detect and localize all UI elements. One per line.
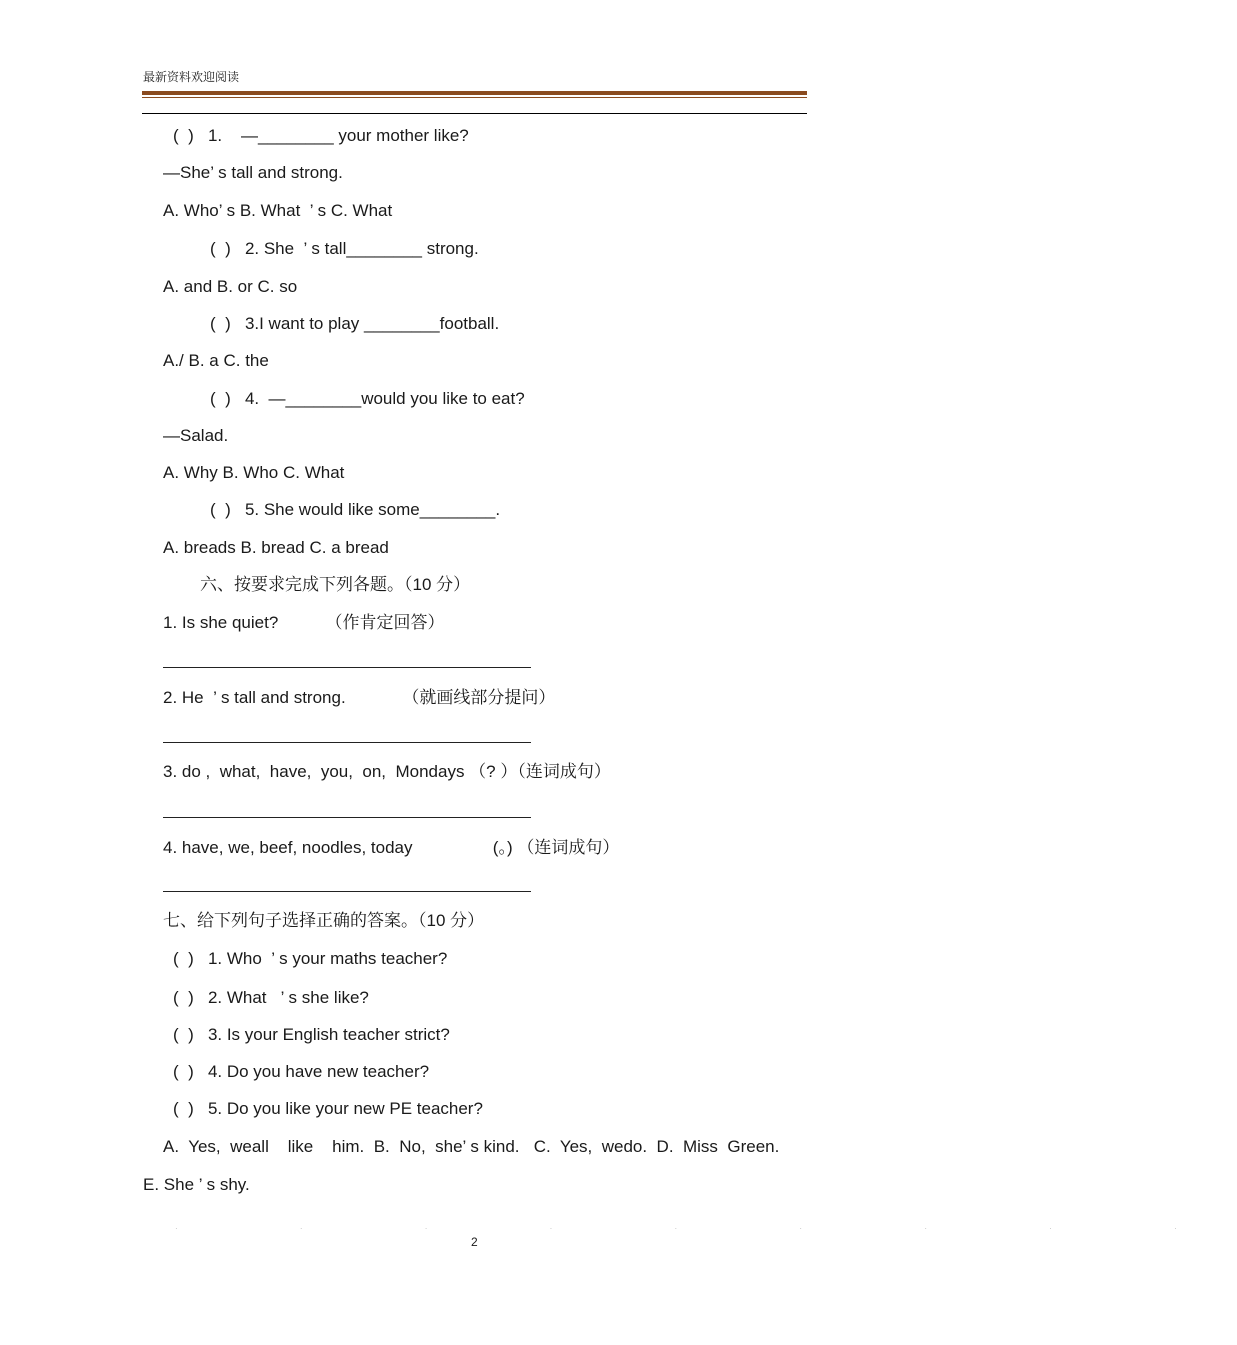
options-line: E. She ’ s shy. <box>143 1175 250 1194</box>
task-line: 3. do , what, have, you, on, Mondays （? ）（连词成句） <box>163 762 611 781</box>
section-title: 六、按要求完成下列各题。（10 分） <box>200 575 471 594</box>
options-line: A./ B. a C. the <box>163 351 269 370</box>
header-rule-thin <box>142 97 807 98</box>
question-line: ( ) 5. She would like some________. <box>210 500 501 519</box>
faint-dots: · · · · · · · · · <box>175 1224 1237 1233</box>
question-line: ( ) 2. What ’ s she like? <box>173 988 369 1007</box>
task-line: 2. He ’ s tall and strong. （就画线部分提问） <box>163 688 556 707</box>
options-line: A. and B. or C. so <box>163 277 298 296</box>
options-line: A. Who’ s B. What ’ s C. What <box>163 201 393 220</box>
question-line: ( ) 1. —________ your mother like? <box>173 126 469 145</box>
question-line: ( ) 5. Do you like your new PE teacher? <box>173 1099 483 1118</box>
question-line: ( ) 3. Is your English teacher strict? <box>173 1025 450 1044</box>
options-line: A. Yes, weall like him. B. No, she’ s kind. C. Yes, wedo. D. Miss Green. <box>163 1137 780 1156</box>
task-line: 1. Is she quiet? （作肯定回答） <box>163 613 445 632</box>
question-line: ( ) 3.I want to play ________football. <box>210 314 500 333</box>
answer-blank <box>163 817 531 818</box>
question-line: ( ) 4. —________would you like to eat? <box>210 389 525 408</box>
answer-line: —Salad. <box>163 426 229 445</box>
question-line: ( ) 1. Who ’ s your maths teacher? <box>173 949 448 968</box>
task-line: 4. have, we, beef, noodles, today (。) （连词成句） <box>163 838 620 857</box>
answer-blank <box>163 742 531 743</box>
question-line: ( ) 2. She ’ s tall________ strong. <box>210 239 479 258</box>
question-line: ( ) 4. Do you have new teacher? <box>173 1062 430 1081</box>
page-number: 2 <box>471 1235 478 1249</box>
options-line: A. breads B. bread C. a bread <box>163 538 389 557</box>
header-rule-thick <box>142 91 807 95</box>
answer-line: —She’ s tall and strong. <box>163 163 343 182</box>
header-rule-black <box>142 113 807 114</box>
section-title: 七、给下列句子选择正确的答案。（10 分） <box>163 911 485 930</box>
answer-blank <box>163 667 531 668</box>
options-line: A. Why B. Who C. What <box>163 463 345 482</box>
answer-blank <box>163 891 531 892</box>
page-header: 最新资料欢迎阅读 <box>143 70 240 84</box>
